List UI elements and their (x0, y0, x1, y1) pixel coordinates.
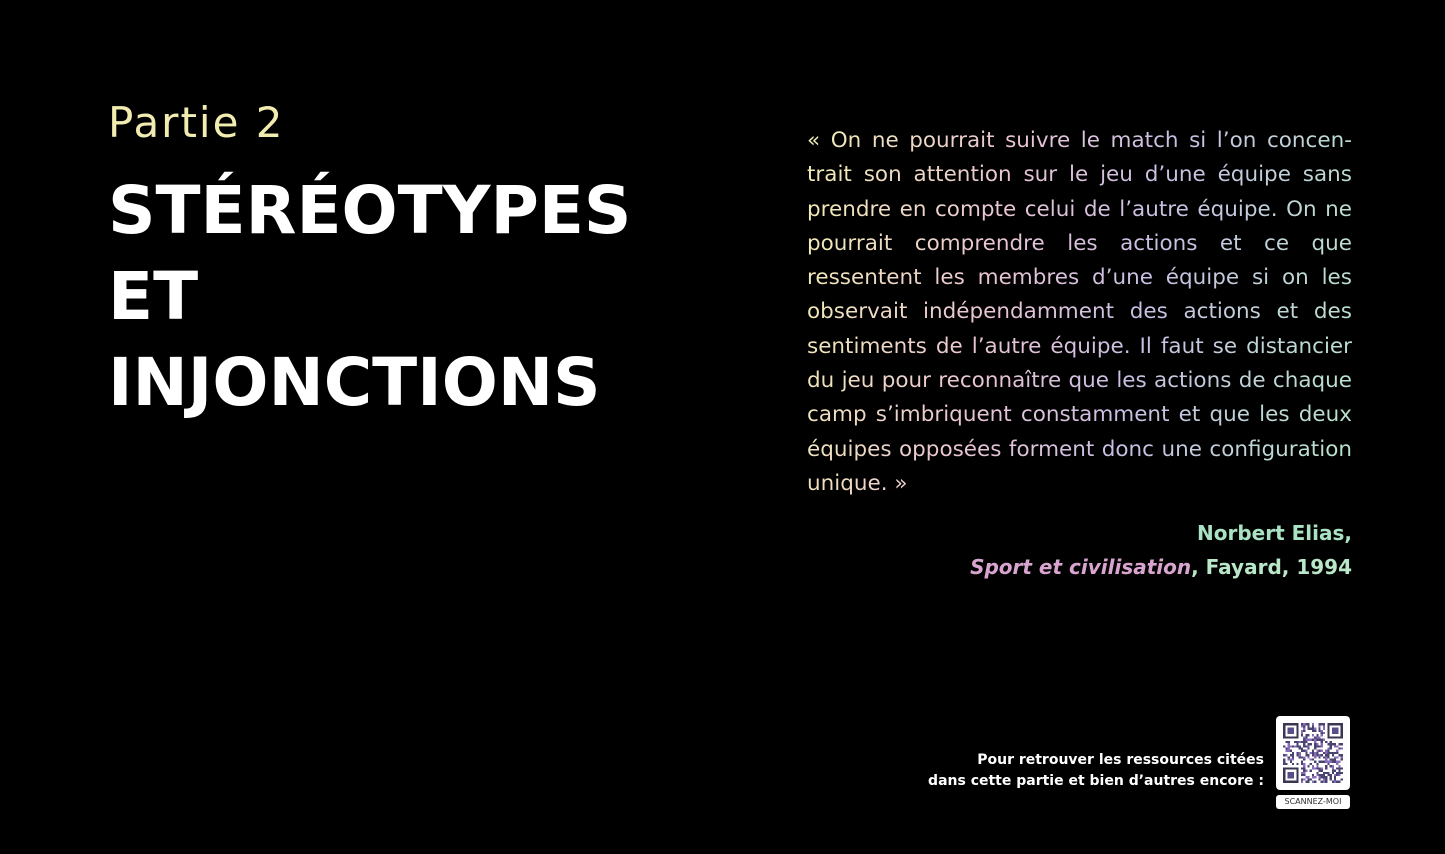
qr-module (1330, 776, 1332, 778)
qr-module (1314, 741, 1316, 743)
qr-module (1323, 723, 1325, 725)
qr-module (1292, 759, 1294, 761)
qr-module (1290, 754, 1292, 756)
quote-work-title: Sport et civilisation (970, 555, 1192, 579)
quote-attribution (970, 516, 1352, 584)
qr-module (1321, 781, 1323, 783)
qr-module (1316, 772, 1318, 774)
qr-module (1323, 772, 1325, 774)
qr-module (1305, 741, 1307, 743)
qr-module (1303, 772, 1305, 774)
qr-module (1330, 743, 1332, 745)
qr-module (1296, 743, 1298, 745)
qr-module (1327, 772, 1329, 774)
qr-module (1321, 730, 1323, 732)
resources-note-line-1: Pour retrouver les ressources citées (977, 752, 1264, 768)
qr-module (1325, 759, 1327, 761)
qr-module (1330, 752, 1332, 754)
qr-module (1325, 754, 1327, 756)
qr-module (1294, 745, 1296, 747)
qr-module (1314, 743, 1316, 745)
qr-module (1316, 774, 1318, 776)
qr-module (1316, 754, 1318, 756)
qr-module (1288, 759, 1290, 761)
qr-module (1310, 763, 1312, 765)
qr-module (1319, 739, 1321, 741)
qr-module (1310, 778, 1312, 780)
qr-module (1332, 743, 1334, 745)
qr-module (1321, 774, 1323, 776)
qr-module (1307, 734, 1309, 736)
qr-module (1303, 725, 1305, 727)
qr-module (1305, 754, 1307, 756)
resources-note-line-2: dans cette partie et bien d’autres encore : (928, 773, 1264, 789)
qr-module (1299, 741, 1301, 743)
qr-module (1314, 761, 1316, 763)
qr-module (1290, 761, 1292, 763)
qr-module (1319, 728, 1321, 730)
qr-module (1336, 772, 1338, 774)
qr-module (1323, 756, 1325, 758)
qr-module (1338, 761, 1340, 763)
qr-module (1305, 776, 1307, 778)
qr-module (1303, 730, 1305, 732)
qr-module (1312, 774, 1314, 776)
qr-module (1305, 752, 1307, 754)
qr-module (1327, 750, 1329, 752)
qr-module (1288, 743, 1290, 745)
qr-module (1338, 747, 1340, 749)
qr-module (1334, 756, 1336, 758)
qr-module (1312, 776, 1314, 778)
qr-module (1296, 752, 1298, 754)
qr-module (1327, 747, 1329, 749)
qr-module (1323, 732, 1325, 734)
qr-module (1283, 745, 1285, 747)
qr-module (1288, 756, 1290, 758)
qr-module (1310, 739, 1312, 741)
qr-module (1341, 747, 1343, 749)
qr-module (1338, 754, 1340, 756)
qr-module (1312, 765, 1314, 767)
qr-module (1301, 730, 1303, 732)
qr-module (1319, 778, 1321, 780)
qr-module (1314, 747, 1316, 749)
qr-module (1319, 761, 1321, 763)
qr-module (1336, 761, 1338, 763)
qr-module (1323, 739, 1325, 741)
qr-module (1321, 739, 1323, 741)
qr-module (1338, 781, 1340, 783)
qr-module (1301, 732, 1303, 734)
qr-module (1316, 734, 1318, 736)
qr-module (1294, 741, 1296, 743)
qr-module (1325, 776, 1327, 778)
qr-module (1292, 745, 1294, 747)
qr-module (1325, 767, 1327, 769)
qr-module (1285, 754, 1287, 756)
qr-module (1290, 759, 1292, 761)
qr-module (1312, 739, 1314, 741)
qr-module (1290, 750, 1292, 752)
qr-module (1283, 761, 1285, 763)
qr-module (1334, 778, 1336, 780)
qr-module (1312, 752, 1314, 754)
qr-module (1319, 754, 1321, 756)
qr-module (1319, 774, 1321, 776)
qr-module (1312, 767, 1314, 769)
qr-module (1338, 774, 1340, 776)
qr-module (1336, 767, 1338, 769)
section-kicker: Partie 2 (108, 98, 285, 147)
qr-module (1296, 745, 1298, 747)
qr-module (1341, 767, 1343, 769)
qr-module (1319, 756, 1321, 758)
qr-module (1296, 754, 1298, 756)
qr-module (1285, 741, 1287, 743)
qr-module (1305, 723, 1307, 725)
qr-module (1330, 765, 1332, 767)
qr-module (1299, 752, 1301, 754)
qr-module (1325, 778, 1327, 780)
qr-module (1332, 765, 1334, 767)
qr-module (1305, 734, 1307, 736)
qr-module (1321, 761, 1323, 763)
qr-module (1332, 772, 1334, 774)
qr-module (1307, 781, 1309, 783)
qr-module (1325, 765, 1327, 767)
qr-module (1327, 763, 1329, 765)
qr-module (1338, 767, 1340, 769)
qr-module (1301, 778, 1303, 780)
qr-module (1319, 750, 1321, 752)
qr-module (1319, 725, 1321, 727)
qr-module (1323, 776, 1325, 778)
qr-module (1303, 728, 1305, 730)
qr-module (1301, 725, 1303, 727)
qr-module (1319, 776, 1321, 778)
qr-module (1303, 736, 1305, 738)
qr-module (1332, 754, 1334, 756)
qr-module (1314, 767, 1316, 769)
title-line-1: STÉRÉOTYPES (108, 172, 632, 249)
qr-module (1314, 781, 1316, 783)
qr-module (1314, 752, 1316, 754)
qr-module (1312, 725, 1314, 727)
qr-module (1327, 756, 1329, 758)
qr-module (1319, 745, 1321, 747)
qr-module (1321, 770, 1323, 772)
qr-module (1305, 770, 1307, 772)
qr-module (1341, 743, 1343, 745)
qr-module (1330, 761, 1332, 763)
qr-module (1312, 728, 1314, 730)
qr-module (1307, 745, 1309, 747)
qr-module (1288, 750, 1290, 752)
title-line-2: ET (108, 258, 199, 335)
qr-module (1307, 754, 1309, 756)
qr-module (1336, 750, 1338, 752)
qr-module (1314, 730, 1316, 732)
qr-module (1330, 778, 1332, 780)
qr-module (1338, 765, 1340, 767)
qr-module (1288, 741, 1290, 743)
qr-module (1319, 723, 1321, 725)
qr-module (1292, 756, 1294, 758)
qr-module (1307, 743, 1309, 745)
qr-module (1334, 776, 1336, 778)
qr-module (1334, 759, 1336, 761)
qr-module (1321, 743, 1323, 745)
qr-module (1327, 761, 1329, 763)
qr-module (1321, 741, 1323, 743)
qr-module (1301, 774, 1303, 776)
qr-module (1316, 743, 1318, 745)
qr-module (1325, 761, 1327, 763)
qr-module (1336, 752, 1338, 754)
qr-module (1303, 759, 1305, 761)
qr-module (1325, 781, 1327, 783)
qr-module (1323, 761, 1325, 763)
qr-module (1341, 759, 1343, 761)
qr-module (1283, 754, 1285, 756)
qr-module (1327, 743, 1329, 745)
quote-author: Norbert Elias, (1197, 521, 1352, 545)
qr-module (1303, 739, 1305, 741)
qr-module (1312, 754, 1314, 756)
qr-module (1325, 756, 1327, 758)
qr-module (1327, 752, 1329, 754)
qr-module (1310, 752, 1312, 754)
qr-module (1303, 767, 1305, 769)
qr-module (1316, 750, 1318, 752)
qr-module (1321, 745, 1323, 747)
qr-module (1303, 750, 1305, 752)
qr-module (1310, 770, 1312, 772)
qr-module (1316, 736, 1318, 738)
qr-module (1321, 754, 1323, 756)
qr-module (1314, 745, 1316, 747)
qr-module (1290, 745, 1292, 747)
qr-module (1301, 761, 1303, 763)
qr-module (1338, 743, 1340, 745)
qr-module (1338, 770, 1340, 772)
qr-module (1283, 759, 1285, 761)
qr-module (1325, 741, 1327, 743)
qr-module (1312, 730, 1314, 732)
qr-module (1325, 772, 1327, 774)
qr-module (1299, 747, 1301, 749)
qr-module (1316, 763, 1318, 765)
qr-module (1332, 761, 1334, 763)
qr-module (1312, 750, 1314, 752)
qr-module (1316, 767, 1318, 769)
qr-module (1314, 736, 1316, 738)
qr-module (1323, 752, 1325, 754)
qr-module (1334, 745, 1336, 747)
qr-module (1307, 776, 1309, 778)
qr-module (1305, 781, 1307, 783)
qr-module (1310, 728, 1312, 730)
qr-module (1336, 745, 1338, 747)
qr-module (1310, 759, 1312, 761)
scan-me-label: SCANNEZ-MOI (1276, 795, 1350, 809)
qr-module (1330, 745, 1332, 747)
qr-module (1332, 759, 1334, 761)
qr-module (1307, 778, 1309, 780)
qr-module (1316, 752, 1318, 754)
qr-module (1303, 723, 1305, 725)
epigraph-quote: « On ne pourrait suivre le match si l’on concentrait son attention sur le jeu d’une équipe sans prendre en compte celui de l’autre équipe. On ne pourrait comprendre les actions et ce que ressentent les membres d’une équipe si on les observait indépendamment des actions et des sentiments de l’autre équipe. Il faut se distancier du jeu pour reconnaître que les actions de chaque camp s’imbriquent constamment et que les deux équipes opposées forment donc une configuration unique. » (807, 124, 1352, 501)
qr-module (1323, 781, 1325, 783)
qr-module (1301, 747, 1303, 749)
qr-module (1303, 763, 1305, 765)
qr-module (1285, 747, 1287, 749)
qr-module (1301, 756, 1303, 758)
qr-module (1301, 741, 1303, 743)
qr-module (1305, 736, 1307, 738)
qr-module (1321, 723, 1323, 725)
qr-module (1307, 725, 1309, 727)
qr-module (1296, 763, 1298, 765)
qr-module (1292, 763, 1294, 765)
quote-publisher: , Fayard, 1994 (1191, 555, 1352, 579)
qr-module (1285, 763, 1287, 765)
qr-module (1321, 750, 1323, 752)
qr-module (1303, 770, 1305, 772)
qr-module (1312, 781, 1314, 783)
qr-module (1321, 776, 1323, 778)
qr-module (1303, 774, 1305, 776)
qr-module (1301, 763, 1303, 765)
qr-module (1334, 743, 1336, 745)
qr-module (1321, 734, 1323, 736)
qr-module (1301, 750, 1303, 752)
qr-module (1334, 774, 1336, 776)
qr-module (1288, 745, 1290, 747)
qr-module (1314, 754, 1316, 756)
qr-module (1296, 741, 1298, 743)
qr-module (1316, 765, 1318, 767)
qr-module (1330, 774, 1332, 776)
qr-module (1299, 745, 1301, 747)
qr-module (1341, 772, 1343, 774)
qr-module (1334, 752, 1336, 754)
qr-module (1323, 725, 1325, 727)
qr-module (1310, 743, 1312, 745)
qr-module (1321, 767, 1323, 769)
qr-module (1307, 747, 1309, 749)
qr-module (1327, 754, 1329, 756)
qr-module (1319, 770, 1321, 772)
qr-module (1301, 781, 1303, 783)
qr-module (1330, 747, 1332, 749)
qr-module (1305, 739, 1307, 741)
qr-module (1312, 734, 1314, 736)
qr-module (1316, 745, 1318, 747)
qr-module (1323, 728, 1325, 730)
qr-module (1283, 763, 1285, 765)
qr-module (1334, 761, 1336, 763)
qr-module (1312, 759, 1314, 761)
qr-module (1330, 759, 1332, 761)
qr-code-icon[interactable] (1276, 716, 1350, 790)
qr-module (1323, 778, 1325, 780)
qr-module (1301, 734, 1303, 736)
qr-module (1303, 756, 1305, 758)
qr-module (1301, 723, 1303, 725)
qr-module (1285, 750, 1287, 752)
qr-code-graphic (1281, 721, 1345, 785)
qr-module (1336, 763, 1338, 765)
qr-module (1288, 747, 1290, 749)
qr-module (1303, 741, 1305, 743)
qr-module (1299, 756, 1301, 758)
qr-module (1319, 767, 1321, 769)
qr-module (1303, 778, 1305, 780)
qr-module (1330, 741, 1332, 743)
qr-module (1336, 756, 1338, 758)
resources-note (928, 750, 1264, 792)
qr-module (1341, 754, 1343, 756)
qr-module (1314, 776, 1316, 778)
qr-module (1303, 745, 1305, 747)
qr-module (1307, 728, 1309, 730)
qr-module (1307, 765, 1309, 767)
qr-module (1336, 774, 1338, 776)
qr-module (1314, 739, 1316, 741)
qr-module (1341, 778, 1343, 780)
qr-module (1327, 774, 1329, 776)
qr-module (1292, 752, 1294, 754)
qr-module (1299, 754, 1301, 756)
qr-module (1305, 745, 1307, 747)
qr-module (1316, 739, 1318, 741)
qr-module (1332, 781, 1334, 783)
qr-module (1301, 767, 1303, 769)
qr-module (1336, 781, 1338, 783)
qr-module (1307, 739, 1309, 741)
section-title (108, 168, 631, 426)
qr-module (1332, 752, 1334, 754)
qr-module (1319, 736, 1321, 738)
qr-module (1325, 750, 1327, 752)
qr-module (1332, 767, 1334, 769)
qr-module (1319, 730, 1321, 732)
qr-module (1323, 774, 1325, 776)
qr-module (1341, 756, 1343, 758)
qr-module (1292, 754, 1294, 756)
qr-module (1321, 732, 1323, 734)
qr-module (1307, 756, 1309, 758)
qr-module (1303, 743, 1305, 745)
qr-module (1301, 772, 1303, 774)
qr-module (1338, 772, 1340, 774)
title-line-3: INJONCTIONS (108, 344, 601, 421)
qr-module (1314, 728, 1316, 730)
qr-module (1303, 765, 1305, 767)
qr-module (1332, 770, 1334, 772)
qr-module (1314, 756, 1316, 758)
qr-module (1325, 752, 1327, 754)
qr-module (1307, 723, 1309, 725)
qr-module (1334, 781, 1336, 783)
qr-module (1334, 770, 1336, 772)
qr-module (1312, 723, 1314, 725)
qr-module (1305, 750, 1307, 752)
